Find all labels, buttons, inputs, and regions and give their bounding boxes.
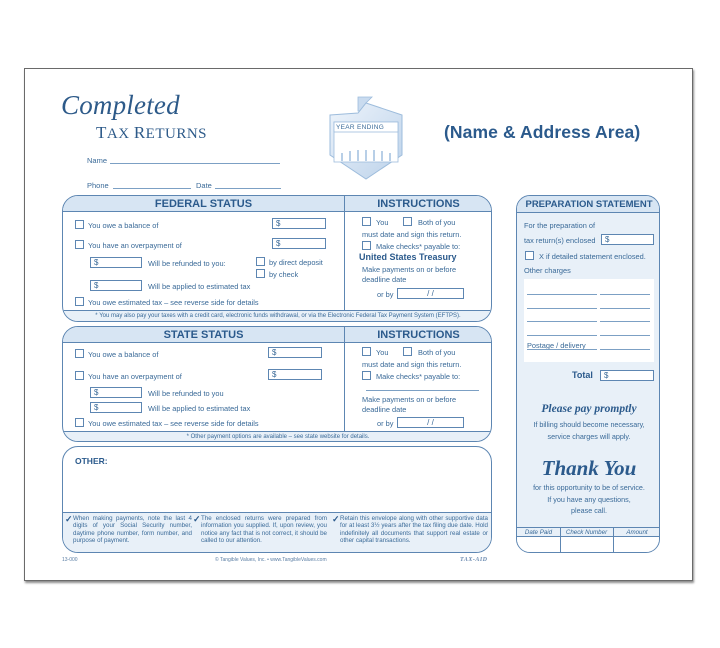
date-paid-cell[interactable]	[518, 538, 559, 553]
copyright-text: © Tangible Values, Inc. • www.TangibleValues.com	[215, 557, 327, 563]
divider	[344, 327, 345, 431]
state-owe-estimated-label: You owe estimated tax – see reverse side for details	[88, 419, 259, 428]
title-tax-returns: TAX RETURNS	[96, 123, 207, 142]
state-or-by-label: or by	[377, 419, 394, 428]
state-owe-balance-label: You owe a balance of	[88, 350, 159, 359]
state-status-heading: STATE STATUS	[63, 327, 344, 343]
owe-estimated-label: You owe estimated tax – see reverse side for details	[88, 298, 259, 307]
state-you-checkbox[interactable]	[362, 347, 371, 356]
date-paid-header: Date Paid	[524, 529, 553, 536]
deadline-text: deadline date	[362, 275, 407, 284]
state-owe-estimated-checkbox[interactable]	[75, 418, 84, 427]
refunded-label: Will be refunded to you:	[148, 259, 226, 268]
state-payee-line[interactable]	[366, 390, 479, 391]
preparation-statement-panel	[516, 195, 660, 553]
other-panel	[62, 446, 492, 553]
state-owe-balance-checkbox[interactable]	[75, 349, 84, 358]
notes-band	[63, 512, 492, 553]
name-field[interactable]	[110, 163, 280, 164]
form-number: 13-000	[62, 557, 78, 563]
payment-record-table	[517, 527, 660, 553]
owe-balance-checkbox[interactable]	[75, 220, 84, 229]
state-status-panel	[62, 326, 492, 442]
brand-logo: TAX-AID	[460, 557, 488, 563]
state-overpayment-checkbox[interactable]	[75, 371, 84, 380]
state-instructions-heading: INSTRUCTIONS	[344, 327, 492, 343]
make-payments-text: Make payments on or before	[362, 265, 457, 274]
direct-deposit-checkbox[interactable]	[256, 257, 265, 266]
preparation-heading: PREPARATION STATEMENT	[517, 196, 660, 213]
check-number-cell[interactable]	[561, 538, 612, 553]
state-refunded-label: Will be refunded to you	[148, 389, 224, 398]
by-check-label: by check	[269, 270, 299, 279]
other-label: OTHER:	[75, 456, 108, 466]
postage-label: Postage / delivery	[527, 341, 586, 350]
total-label: Total	[572, 370, 593, 380]
state-owe-balance-amount[interactable]: $	[268, 347, 322, 358]
state-overpayment-amount[interactable]: $	[268, 369, 322, 380]
postage-amount-line[interactable]	[600, 349, 650, 350]
charge-amount-line[interactable]	[600, 294, 650, 295]
federal-instructions-heading: INSTRUCTIONS	[344, 196, 492, 212]
charge-amount-line[interactable]	[600, 308, 650, 309]
or-by-label: or by	[377, 290, 394, 299]
phone-field[interactable]	[113, 188, 191, 189]
charge-desc-line[interactable]	[527, 335, 597, 336]
amount-header: Amount	[626, 529, 648, 536]
refund-amount[interactable]: $	[90, 257, 142, 268]
state-both-checkbox[interactable]	[403, 347, 412, 356]
prep-fee-amount[interactable]: $	[601, 234, 654, 245]
thank-you-note: for this opportunity to be of service. If you have any questions, please call.	[533, 483, 645, 515]
check-number-header: Check Number	[565, 529, 608, 536]
checks-payable-label: Make checks* payable to:	[376, 242, 461, 251]
total-amount[interactable]: $	[600, 370, 654, 381]
note-retain-envelope: Retain this envelope along with other supportive data for at least 3½ years after the tax filing due date. Hold indefinitely all documents that support real estate or other capital transactions.	[340, 515, 488, 545]
billing-note: If billing should become necessary, service charges will apply.	[533, 420, 645, 441]
other-notes-field[interactable]	[73, 467, 483, 511]
name-label: Name	[87, 156, 108, 165]
applied-estimated-amount[interactable]: $	[90, 280, 142, 291]
state-applied-estimated-label: Will be applied to estimated tax	[148, 404, 251, 413]
applied-estimated-label: Will be applied to estimated tax	[148, 282, 251, 291]
both-label: Both of you	[418, 218, 456, 227]
year-ending-label: YEAR ENDING	[336, 124, 385, 131]
thank-you-heading: Thank You	[541, 456, 637, 480]
pay-promptly-heading: Please pay promptly	[541, 403, 637, 415]
title-completed: Completed	[61, 90, 180, 120]
sign-instruction: must date and sign this return.	[362, 230, 462, 239]
federal-status-heading: FEDERAL STATUS	[63, 196, 344, 212]
overpayment-checkbox[interactable]	[75, 240, 84, 249]
state-checks-payable-label: Make checks* payable to:	[376, 372, 461, 381]
charge-desc-line[interactable]	[527, 294, 597, 295]
checkmark-icon: ✓	[193, 514, 201, 524]
direct-deposit-label: by direct deposit	[269, 258, 323, 267]
postage-desc-line	[527, 349, 597, 350]
owe-balance-label: You owe a balance of	[88, 221, 159, 230]
federal-footnote: * You may also pay your taxes with a credit card, electronic funds withdrawal, or via the Electronic Federal Tax Payment System (EFTPS).	[63, 310, 492, 322]
overpayment-amount[interactable]: $	[272, 238, 326, 249]
checkmark-icon: ✓	[332, 514, 340, 524]
shield-icon	[328, 95, 404, 180]
federal-status-panel	[62, 195, 492, 322]
state-sign-instruction: must date and sign this return.	[362, 360, 462, 369]
owe-estimated-checkbox[interactable]	[75, 297, 84, 306]
state-deadline-text: deadline date	[362, 405, 407, 414]
detailed-statement-checkbox[interactable]	[525, 251, 534, 260]
charge-desc-line[interactable]	[527, 321, 597, 322]
both-checkbox[interactable]	[403, 217, 412, 226]
state-overpayment-label: You have an overpayment of	[88, 372, 182, 381]
state-applied-estimated-amount[interactable]: $	[90, 402, 142, 413]
checkmark-icon: ✓	[65, 514, 73, 524]
divider	[344, 196, 345, 311]
returns-enclosed-label: tax return(s) enclosed	[524, 236, 596, 245]
state-refund-amount[interactable]: $	[90, 387, 142, 398]
date-field[interactable]	[215, 188, 281, 189]
charge-amount-line[interactable]	[600, 335, 650, 336]
or-by-date-field[interactable]: / /	[397, 288, 464, 299]
amount-cell[interactable]	[614, 538, 660, 553]
other-charges-box	[524, 279, 654, 362]
phone-label: Phone	[87, 181, 109, 190]
owe-balance-amount[interactable]: $	[272, 218, 326, 229]
state-or-by-date-field[interactable]: / /	[397, 417, 464, 428]
note-payments: When making payments, note the last 4 digits of your Social Security number, daytime phone number, form number, and purpose of payment.	[73, 515, 192, 545]
state-make-checks-checkbox[interactable]	[362, 371, 371, 380]
year-ending-badge	[328, 95, 404, 180]
detailed-statement-label: X if detailed statement enclosed.	[539, 252, 646, 261]
charge-desc-line[interactable]	[527, 308, 597, 309]
other-charges-label: Other charges	[524, 266, 571, 275]
charge-amount-line[interactable]	[600, 321, 650, 322]
by-check-checkbox[interactable]	[256, 269, 265, 278]
state-you-label: You	[376, 348, 389, 357]
you-checkbox[interactable]	[362, 217, 371, 226]
name-address-area: (Name & Address Area)	[444, 122, 641, 142]
date-label: Date	[196, 181, 212, 190]
overpayment-label: You have an overpayment of	[88, 241, 182, 250]
you-label: You	[376, 218, 389, 227]
make-checks-checkbox[interactable]	[362, 241, 371, 250]
payee-name: United States Treasury	[359, 252, 457, 262]
state-both-label: Both of you	[418, 348, 456, 357]
for-preparation-label: For the preparation of	[524, 221, 596, 230]
state-footnote: * Other payment options are available – see state website for details.	[63, 431, 492, 442]
note-enclosed-returns: The enclosed returns were prepared from information you supplied. If, upon review, you notice any fact that is not correct, it should be called to our attention.	[201, 515, 327, 545]
state-make-payments-text: Make payments on or before	[362, 395, 457, 404]
